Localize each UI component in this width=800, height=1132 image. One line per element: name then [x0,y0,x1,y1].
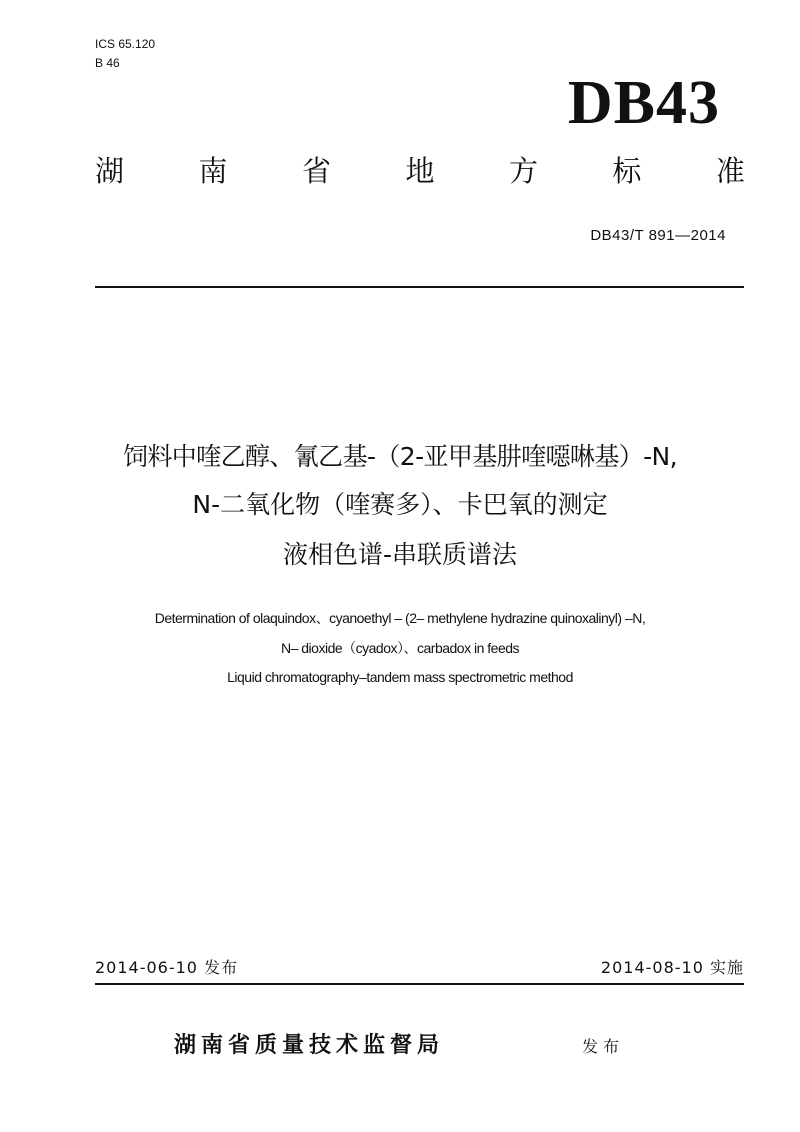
issuing-authority: 湖南省质量技术监督局 [174,1033,445,1058]
en-title-line: N– dioxide（cyadox）、carbadox in feeds [280,640,520,656]
standard-type-char: 准 [715,154,745,188]
header-divider [95,286,744,288]
ccs-code: B 46 [95,56,120,70]
standard-type-char: 标 [612,154,642,188]
issue-date: 2014-06-10 发布 [95,958,239,977]
db-code: DB43 [567,69,720,137]
cn-title-line: 液相色谱-串联质谱法 [282,540,518,569]
standard-type-char: 省 [301,154,331,188]
standard-type-char: 方 [508,154,538,188]
cn-title-line: 饲料中喹乙醇、氰乙基-（2-亚甲基肼喹噁啉基）-N, [122,442,678,471]
standard-type-title [95,153,745,189]
standard-type-char: 南 [198,154,228,188]
en-title-line: Liquid chromatography–tandem mass spectrometric method [227,669,573,685]
standard-number: DB43/T 891—2014 [590,227,726,244]
standard-type-char: 地 [405,154,435,188]
en-title-line: Determination of olaquindox、cyanoethyl – (2– methylene hydrazine quinoxalinyl) –N, [154,610,646,626]
ics-code: ICS 65.120 [95,37,156,51]
footer-divider [95,983,744,985]
standard-type-char: 湖 [95,154,125,188]
cn-title-line: N-二氧化物（喹赛多）、卡巴氧的测定 [192,490,608,519]
implementation-date: 2014-08-10 实施 [600,958,744,977]
issue-label: 发布 [582,1037,625,1056]
